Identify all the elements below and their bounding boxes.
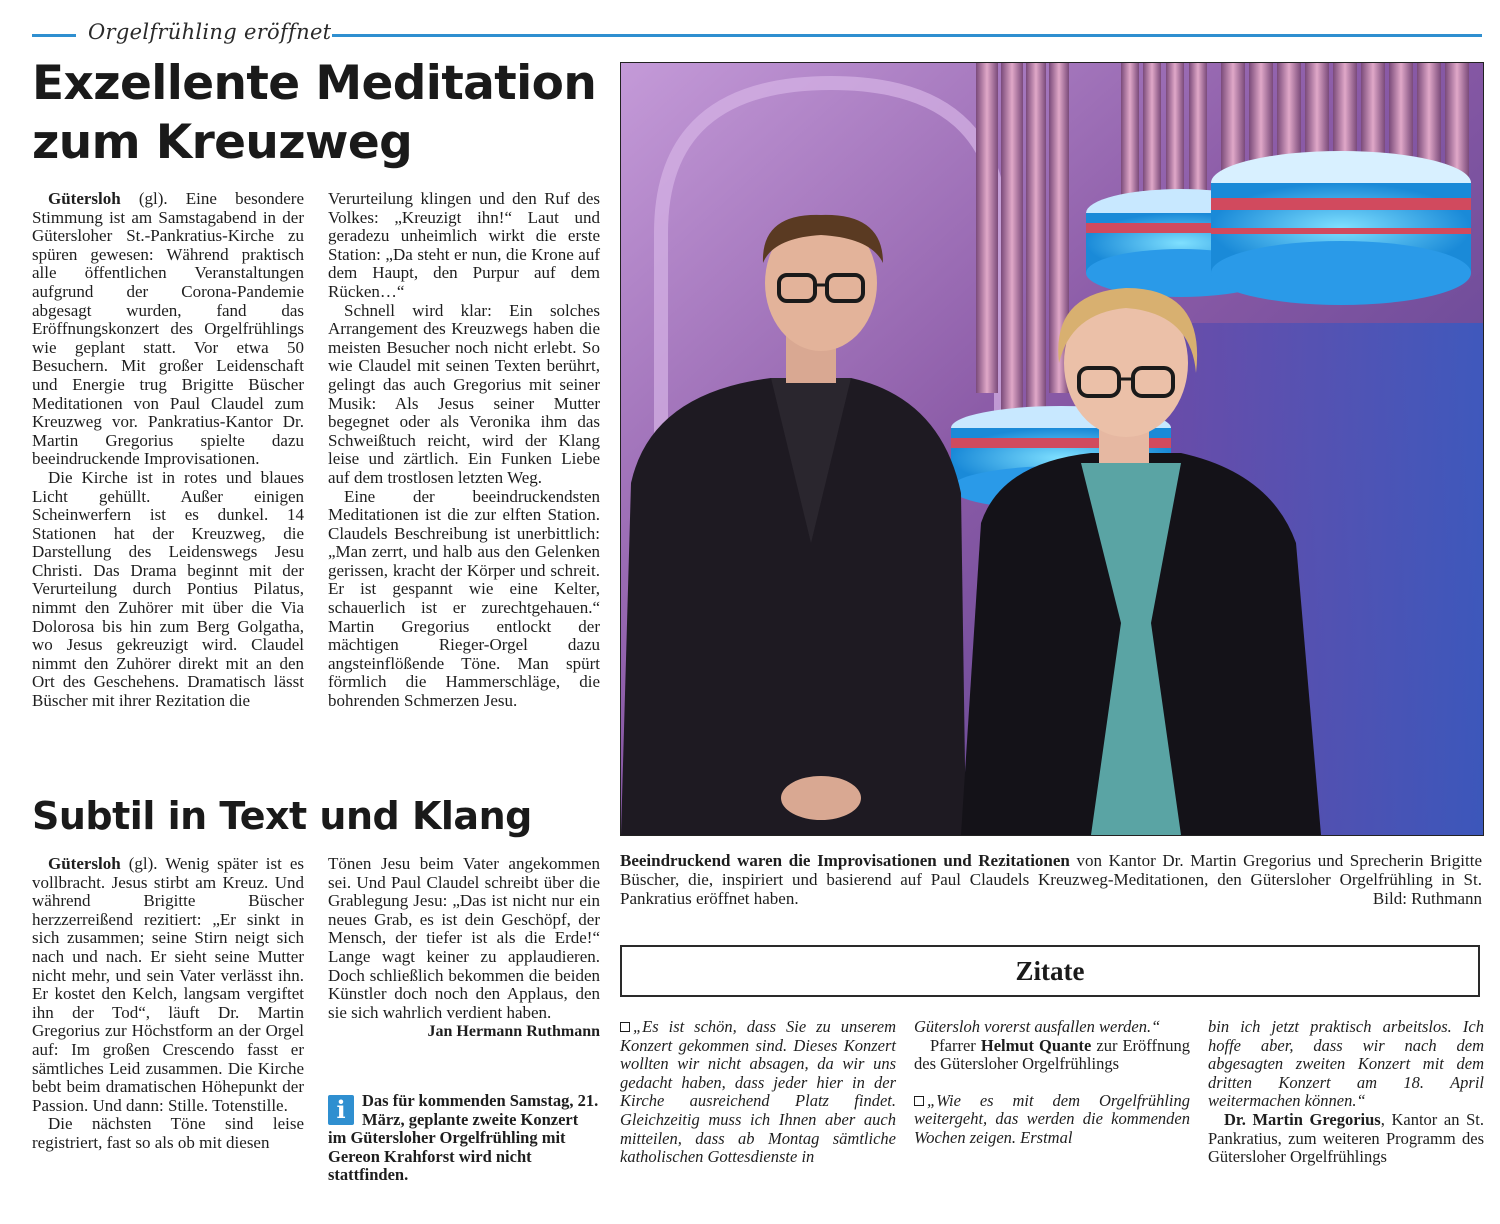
photo-credit: Bild: Ruthmann <box>1372 889 1482 908</box>
quote-text: „Wie es mit dem Orgelfrühling weitergeht, das werden die kommenden Wochen zeigen. Erstmal <box>914 1090 1190 1147</box>
article1-para-2: Die Kirche ist in rotes und blaues Licht gehüllt. Außer einigen Scheinwerfern ist es dunkel. 14 Stationen hat der Kreuzweg, die Darstellung des Leidenswegs Jesu Christi. Das Drama beginnt mit der Verurteilung durch Pontius Pilatus, nimmt den Zuhörer mit über die Via Dolorosa bis hin zum Berg Golgatha, wo Jesus gekreuzigt wird. Claudel nimmt den Zuhörer direkt mit an den Ort des Geschehens. Dramatisch lässt Büscher mit ihrer Rezitation die <box>32 467 304 711</box>
article-photo <box>620 62 1484 836</box>
caption-text: von Kantor Dr. Martin Gregorius und Sprecherin Brigitte Büscher, die, inspiriert und basierend auf Paul Claudels Kreuzweg-Meditationen, den Gütersloher Orgelfrühling in St. Pankratius eröffnet haben. <box>620 851 1482 908</box>
quotes-title: Zitate <box>1015 956 1085 986</box>
info-box <box>328 1092 600 1185</box>
info-icon: i <box>328 1095 354 1125</box>
kicker-rule-right <box>332 34 1482 37</box>
attribution-prefix: Pfarrer <box>930 1035 981 1055</box>
kicker-rule-left <box>32 34 76 37</box>
square-bullet-icon <box>620 1022 630 1032</box>
dateline: Gütersloh <box>48 854 121 873</box>
attribution-text: zur Eröffnung des Gütersloher Orgelfrühlings <box>914 1035 1190 1074</box>
attribution-name: Helmut Quante <box>980 1035 1092 1055</box>
quote-1 <box>620 1018 896 1167</box>
quote-text: „Es ist schön, dass Sie zu unserem Konzert gekommen sind. Dieses Konzert wollten wir nicht absagen, da wir uns gedacht haben, dass jeder hier in der Kirche ausreichend Platz findet. Gleichzeitig muss ich Ihnen aber auch mitteilen, dass ab Montag sämtliche katholischen Gottesdienste in <box>620 1017 896 1167</box>
article2-para-3: Tönen Jesu beim Vater angekommen sei. Und Paul Claudel schreibt über die Grablegung Jesu: „Das ist nicht nur ein neues Grab, es ist dein Geschöpf, der Mensch, der tiefer ist als die Erde!“ Lange wagt keiner zu applaudieren. Doch schließlich bekommen die beiden Künstler doch noch den Applaus, den sie sich wahrlich verdient haben. <box>328 854 600 1022</box>
dateline: Gütersloh <box>48 189 121 208</box>
caption-lead: Beeindruckend waren die Improvisationen und Rezitationen <box>620 851 1070 870</box>
quotes-column-2 <box>914 1018 1190 1148</box>
subheadline: Subtil in Text und Klang <box>32 794 532 838</box>
article1-column-2 <box>328 190 600 711</box>
quotes-column-3 <box>1208 1018 1484 1167</box>
article2-column-1 <box>32 855 304 1153</box>
article1-column-1 <box>32 190 304 711</box>
article1-para-1 <box>32 190 304 469</box>
article2-para-2: Die nächsten Töne sind leise registriert, fast so als ob mit diesen <box>32 1114 304 1152</box>
photo-caption <box>620 851 1482 908</box>
attribution-text: , Kantor an St. Pankratius, zum weiteren Programm des Gütersloher Orgelfrühlings <box>1208 1109 1484 1167</box>
article1-para-5: Eine der beeindruckendsten Meditationen ist die zur elften Station. Claudels Beschreibung ist unerbittlich: „Man zerrt, und halb aus den Gelenken gerissen, kracht der Körper und schreit. Er ist gespannt wie eine Kelter, schauerlich ist er zurechtgehauen.“ Martin Gregorius entlockt der mächtigen Rieger-Orgel dazu angsteinflößende Töne. Man spürt förmlich die Hammerschläge, die bohrenden Schmerzen Jesu. <box>328 486 600 711</box>
quote-1-continued <box>914 1018 1190 1037</box>
info-text: Das für kommenden Samstag, 21. März, geplante zweite Konzert im Gütersloher Orgelfrühling mit Gereon Krahforst wird nicht stattfinden. <box>328 1091 599 1185</box>
quotes-column-1 <box>620 1018 896 1167</box>
quote-text: Gütersloh vorerst ausfallen werden.“ <box>914 1017 1161 1036</box>
quotes-header-box <box>620 945 1480 997</box>
quote-1-attribution <box>914 1037 1190 1074</box>
attribution-name: Dr. Martin Gregorius <box>1224 1109 1381 1129</box>
photo-illustration <box>621 63 1483 835</box>
quote-text: bin ich jetzt praktisch arbeitslos. Ich hoffe aber, dass wir nach dem abgesagten zweiten Konzert mit dem dritten Konzert am 18. April weitermachen können.“ <box>1208 1017 1484 1111</box>
article1-para-4: Schnell wird klar: Ein solches Arrangement des Kreuzwegs haben die meisten Besucher noch nicht erlebt. So wie Claudel mit seinen Texten berührt, gelingt das auch Gregorius mit seiner Musik: Als Jesus seiner Mutter begegnet oder als Veronika ihm das Schweißtuch reicht, wird der Klang leise und zärtlich. Ein Funken Liebe auf dem trostlosen letzten Weg. <box>328 300 600 487</box>
paragraph-text: (gl). Wenig später ist es vollbracht. Jesus stirbt am Kreuz. Und während Brigitte Büscher herzzerreißend rezitiert: „Er sinkt in sich zusammen; seine Stirn neigt sich nach und nach. Er sieht seine Mutter nicht mehr, und sein Vater verlässt ihn. Er kostet den Kelch, langsam vergiftet ihn der Tod“, läuft Dr. Martin Gregorius zur Höchstform an der Orgel auf: Im großen Crescendo fasst er sämtliches Leid zusammen. Die Kirche bebt beim dramatischen Höhepunkt der Passion. Und dann: Stille. Totenstille. <box>32 854 304 1115</box>
article2-column-2 <box>328 855 600 1042</box>
article1-para-3: Verurteilung klingen und den Ruf des Volkes: „Kreuzigt ihn!“ Laut und geradezu unheimlich wirkt die erste Station: „Da steht er nun, die Krone auf dem Haupt, den Purpur auf dem Rücken…“ <box>328 189 600 301</box>
paragraph-text: (gl). Eine besondere Stimmung ist am Samstagabend in der Gütersloher St.-Pankratius-Kirche zu spüren gewesen: Während praktisch alle öffentlichen Veranstaltungen aufgrund der Corona-Pandemie abgesagt wurden, fand das Eröffnungskonzert des Orgelfrühlings wie geplant statt. Vor etwa 50 Besuchern. Mit großer Leidenschaft und Energie trug Brigitte Büscher Meditationen von Paul Claudel zum Kreuzweg vor. Pankratius-Kantor Dr. Martin Gregorius spielte dazu beeindruckende Improvisationen. <box>32 189 304 469</box>
quote-2 <box>914 1092 1190 1148</box>
quote-2-attribution <box>1208 1111 1484 1167</box>
headline: Exzellente Meditation zum Kreuzweg <box>32 56 597 170</box>
byline: Jan Hermann Ruthmann <box>427 1023 600 1041</box>
square-bullet-icon <box>914 1096 924 1106</box>
article2-para-1 <box>32 855 304 1115</box>
quote-2-continued <box>1208 1018 1484 1111</box>
kicker: Orgelfrühling eröffnet <box>88 20 332 44</box>
